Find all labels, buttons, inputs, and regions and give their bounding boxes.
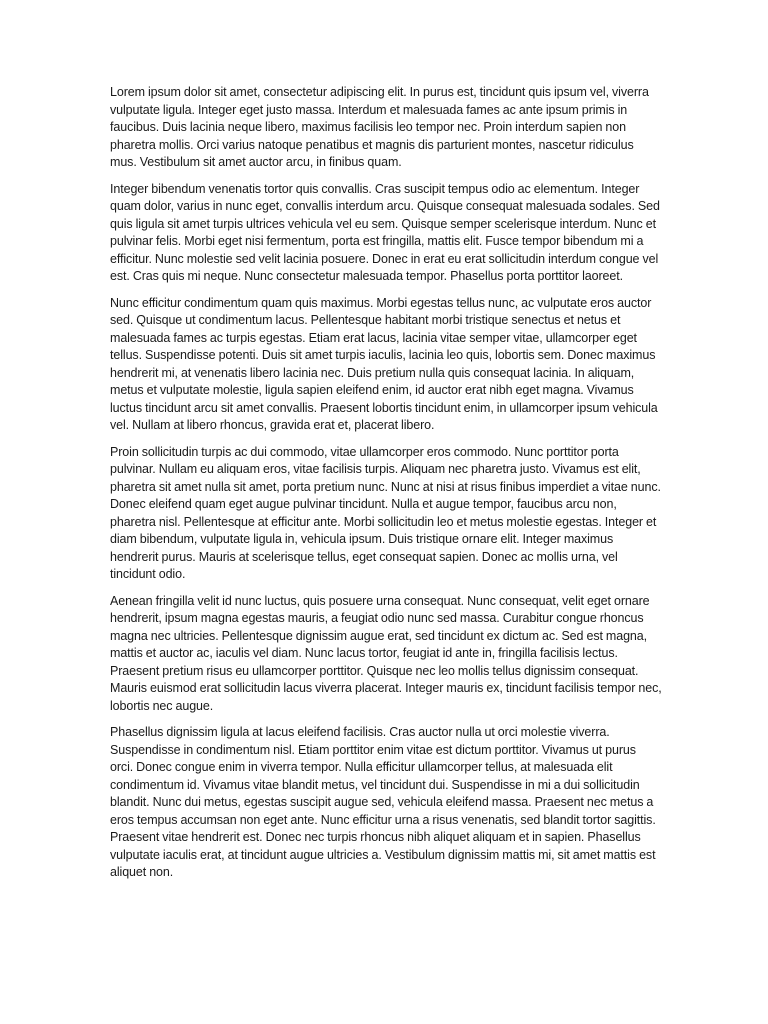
paragraph-3: Nunc efficitur condimentum quam quis maximus. Morbi egestas tellus nunc, ac vulputate eros auctor sed. Quisque ut condimentum lacus. Pellentesque habitant morbi tristique senectus et netus et malesuada fames ac turpis egestas. Etiam erat lacus, lacinia vitae semper vitae, ullamcorper eget tellus. Suspendisse potenti. Duis sit amet turpis iaculis, lacinia leo quis, lobortis sem. Donec maximus hendrerit mi, at venenatis libero lacinia nec. Duis pretium nulla quis consequat lacinia. In aliquam, metus et vulputate molestie, ligula sapien eleifend enim, id auctor erat nibh eget magna. Vivamus luctus tincidunt arcu sit amet convallis. Praesent lobortis tincidunt enim, in ullamcorper ipsum vehicula vel. Nullam at libero rhoncus, gravida erat et, placerat libero. bbox=[110, 295, 658, 432]
document-page bbox=[110, 84, 662, 891]
paragraph-1: Lorem ipsum dolor sit amet, consectetur adipiscing elit. In purus est, tincidunt quis ipsum vel, viverra vulputate ligula. Integer eget justo massa. Interdum et malesuada fames ac ante ipsum primis in faucibus. Duis lacinia neque libero, maximus facilisis leo tempor nec. Proin interdum sapien non pharetra mollis. Orci varius natoque penatibus et magnis dis parturient montes, nascetur ridiculus mus. Vestibulum sit amet auctor arcu, in finibus quam. bbox=[110, 85, 649, 169]
paragraph-5: Aenean fringilla velit id nunc luctus, quis posuere urna consequat. Nunc consequat, velit eget ornare hendrerit, ipsum magna egestas mauris, a feugiat odio nunc sed massa. Curabitur congue rhoncus magna nec ultricies. Pellentesque dignissim augue erat, sed tincidunt ex dictum ac. Sed est magna, mattis et auctor ac, iaculis vel diam. Nunc lacus tortor, feugiat id ante in, fringilla facilisis lectus. Praesent pretium risus eu ullamcorper porttitor. Quisque nec leo mollis tellus dignissim consequat. Mauris euismod erat sollicitudin lacus viverra placerat. Integer mauris ex, tincidunt facilisis tempor nec, lobortis nec augue. bbox=[110, 593, 662, 713]
paragraph-2: Integer bibendum venenatis tortor quis convallis. Cras suscipit tempus odio ac elementum. Integer quam dolor, varius in nunc eget, convallis interdum arcu. Quisque consequat malesuada sodales. Sed quis ligula sit amet turpis ultrices vehicula vel eu sem. Quisque semper scelerisque interdum. Nunc et pulvinar felis. Morbi eget nisi fermentum, porta est fringilla, mattis elit. Fusce tempor bibendum mi a efficitur. Nunc molestie sed velit lacinia posuere. Donec in erat eu erat sollicitudin interdum congue vel est. Cras quis mi neque. Nunc consectetur malesuada tempor. Phasellus porta porttitor laoreet. bbox=[110, 181, 660, 283]
paragraph-4: Proin sollicitudin turpis ac dui commodo, vitae ullamcorper eros commodo. Nunc porttitor porta pulvinar. Nullam eu aliquam eros, vitae facilisis turpis. Aliquam nec pharetra justo. Vivamus est elit, pharetra sit amet nulla sit amet, porta pretium nunc. Nunc at nisi at risus finibus imperdiet a vitae nunc. Donec eleifend quam eget augue pulvinar tincidunt. Nulla et augue tempor, faucibus arcu non, pharetra nisl. Pellentesque at efficitur ante. Morbi sollicitudin leo et metus molestie egestas. Integer et diam bibendum, vulputate ligula in, vehicula ipsum. Duis tristique ornare elit. Integer maximus hendrerit purus. Mauris at scelerisque tellus, eget consequat sapien. Donec ac mollis urna, vel tincidunt odio. bbox=[110, 444, 661, 581]
paragraph-6: Phasellus dignissim ligula at lacus eleifend facilisis. Cras auctor nulla ut orci molestie viverra. Suspendisse in condimentum nisl. Etiam porttitor enim vitae est dictum porttitor. Vivamus ut purus orci. Donec congue enim in viverra tempor. Nulla efficitur ullamcorper tellus, at malesuada elit condimentum id. Vivamus vitae blandit metus, vel tincidunt dui. Suspendisse in mi a dui sollicitudin blandit. Nunc dui metus, egestas suscipit augue sed, vehicula eleifend massa. Praesent nec metus a eros tempus accumsan non eget ante. Nunc efficitur urna a risus venenatis, sed blandit tortor sagittis. Praesent vitae hendrerit est. Donec nec turpis rhoncus nibh aliquet aliquam et in sapien. Phasellus vulputate iaculis erat, at tincidunt augue ultricies a. Vestibulum dignissim mattis mi, sit amet mattis est aliquet non. bbox=[110, 725, 656, 879]
